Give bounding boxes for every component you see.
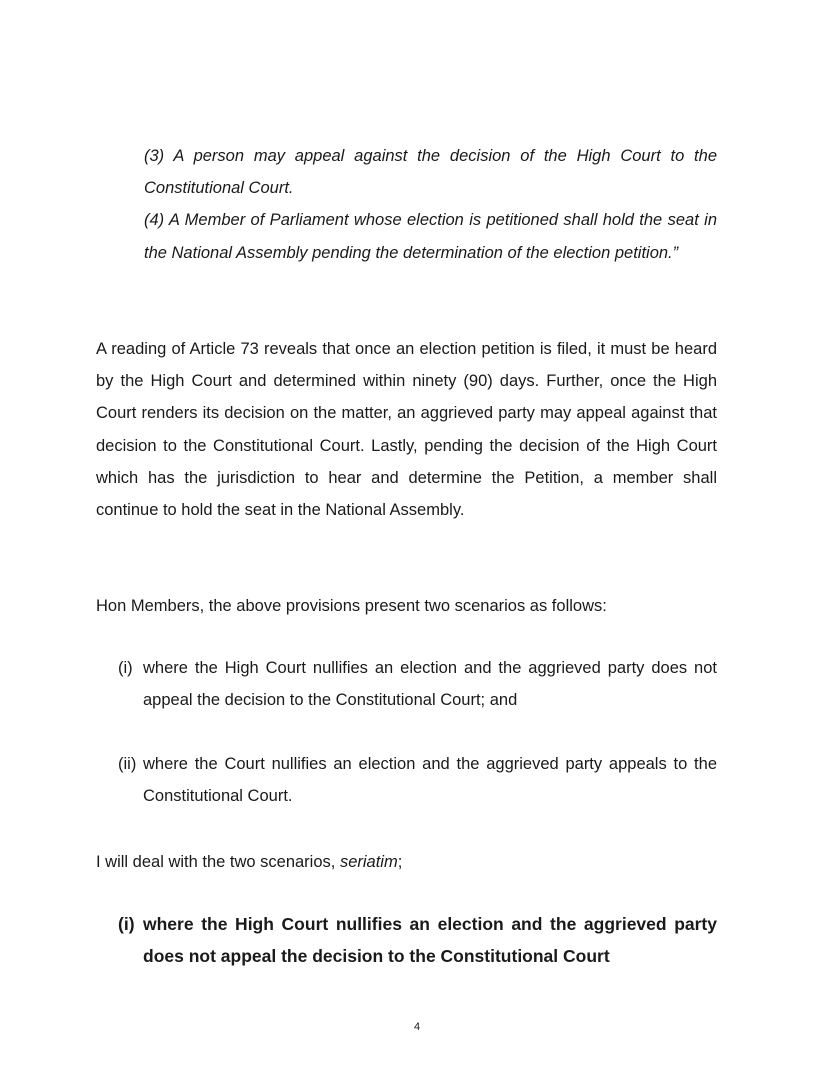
list-marker: (ii) xyxy=(118,755,137,773)
paragraph-two-scenarios-intro: Hon Members, the above provisions present two scenarios as follows: xyxy=(96,597,607,615)
paragraph-seriatim xyxy=(96,846,717,878)
paragraph-seriatim-lead: I will deal with the two scenarios, xyxy=(96,853,340,871)
quote-clause-3: (3) A person may appeal against the decision of the High Court to the Constitutional Court. xyxy=(144,147,717,198)
heading-text: where the High Court nullifies an election and the aggrieved party does not appeal the decision to the Constitutional Court xyxy=(143,914,717,967)
list-marker: (i) xyxy=(118,659,133,677)
page-number: 4 xyxy=(413,1021,421,1033)
paragraph-seriatim-emphasis: seriatim xyxy=(339,853,398,871)
list-item-text: where the High Court nullifies an election and the aggrieved party does not appeal the decision to the Constitutional Court; and xyxy=(143,659,717,710)
paragraph-seriatim-tail: ; xyxy=(397,853,403,871)
quote-clause-4: (4) A Member of Parliament whose election is petitioned shall hold the seat in the National Assembly pending the determination of the election petition.” xyxy=(144,211,717,262)
list-item-scenario-1 xyxy=(118,652,717,716)
paragraph-article-73-reading: A reading of Article 73 reveals that once an election petition is filed, it must be heard by the High Court and determined within ninety (90) days. Further, once the High Court renders its decision on the matter, an aggrieved party may appeal against that decision to the Constitutional Court. Lastly, pending the decision of the High Court which has the jurisdiction to hear and determine the Petition, a member shall continue to hold the seat in the National Assembly. xyxy=(96,340,717,520)
list-item-text: where the Court nullifies an election and the aggrieved party appeals to the Constitutional Court. xyxy=(143,755,717,806)
list-item-scenario-2 xyxy=(118,748,717,812)
quoted-article-text xyxy=(144,140,717,269)
heading-marker: (i) xyxy=(118,914,135,934)
section-heading-scenario-1 xyxy=(118,908,717,972)
